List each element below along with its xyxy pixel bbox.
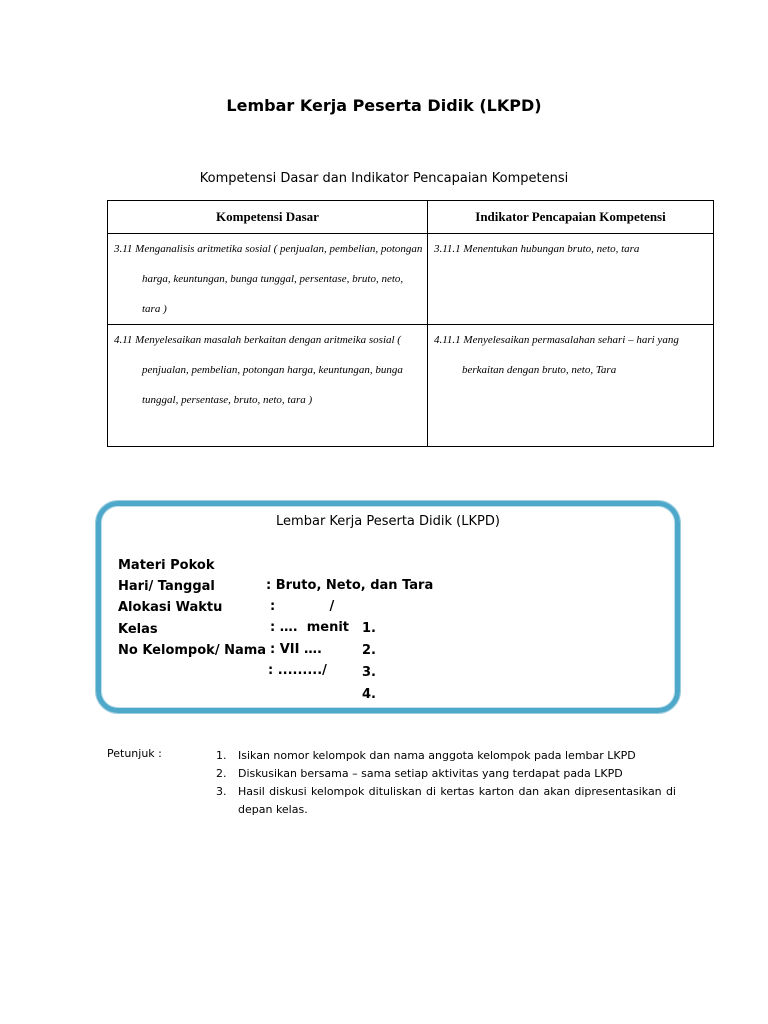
field-value: : / bbox=[270, 599, 335, 614]
member-number: 1. bbox=[362, 621, 376, 636]
item-number: 3. bbox=[216, 785, 227, 798]
instructions-label: Petunjuk : bbox=[107, 747, 162, 760]
item-number: 1. bbox=[216, 749, 227, 762]
table-row bbox=[108, 234, 714, 325]
list-item bbox=[216, 783, 676, 819]
item-number: 2. bbox=[216, 767, 227, 780]
header-indikator: Indikator Pencapaian Kompetensi bbox=[428, 201, 714, 234]
instructions-list bbox=[216, 747, 676, 819]
ipk-cell bbox=[428, 234, 714, 325]
page-title: Lembar Kerja Peserta Didik (LKPD) bbox=[226, 96, 542, 115]
kd-text: 4.11 Menyelesaikan masalah berkaitan dengan aritmeika sosial ( penjualan, pembelian, potongan harga, keuntungan, bunga tunggal, persentase, bruto, neto, tara ) bbox=[114, 334, 403, 406]
field-value: : Bruto, Neto, dan Tara bbox=[266, 578, 434, 593]
table-header-row bbox=[108, 201, 714, 234]
field-label: Kelas bbox=[118, 622, 158, 637]
member-number: 2. bbox=[362, 643, 376, 658]
field-label: Alokasi Waktu bbox=[118, 600, 223, 615]
field-value: : ........./ bbox=[268, 663, 327, 678]
member-number: 4. bbox=[362, 687, 376, 702]
field-value: : …. menit bbox=[270, 620, 350, 635]
field-value: : VII …. bbox=[270, 642, 322, 657]
list-item bbox=[216, 765, 676, 783]
list-item bbox=[216, 747, 676, 765]
field-label: Hari/ Tanggal bbox=[118, 579, 215, 594]
kd-cell bbox=[108, 325, 428, 447]
field-label: No Kelompok/ Nama bbox=[118, 643, 267, 658]
ipk-text: 4.11.1 Menyelesaikan permasalahan sehari – hari yang berkaitan dengan bruto, neto, Tara bbox=[434, 334, 679, 376]
item-text: Diskusikan bersama – sama setiap aktivitas yang terdapat pada LKPD bbox=[238, 767, 623, 780]
box-title: Lembar Kerja Peserta Didik (LKPD) bbox=[276, 514, 500, 529]
kd-text: 3.11 Menganalisis aritmetika sosial ( penjualan, pembelian, potongan harga, keuntungan, bunga tunggal, persentase, bruto, neto, tara ) bbox=[114, 243, 423, 315]
table-row bbox=[108, 325, 714, 447]
ipk-cell bbox=[428, 325, 714, 447]
competency-table bbox=[107, 200, 714, 447]
member-number: 3. bbox=[362, 665, 376, 680]
item-text: Isikan nomor kelompok dan nama anggota kelompok pada lembar LKPD bbox=[238, 749, 636, 762]
kd-cell bbox=[108, 234, 428, 325]
field-label: Materi Pokok bbox=[118, 558, 215, 573]
section-subtitle: Kompetensi Dasar dan Indikator Pencapaian Kompetensi bbox=[199, 171, 569, 186]
header-kompetensi-dasar: Kompetensi Dasar bbox=[108, 201, 428, 234]
item-text: Hasil diskusi kelompok dituliskan di kertas karton dan akan dipresentasikan di depan kelas. bbox=[238, 785, 676, 816]
ipk-text: 3.11.1 Menentukan hubungan bruto, neto, tara bbox=[434, 243, 640, 255]
